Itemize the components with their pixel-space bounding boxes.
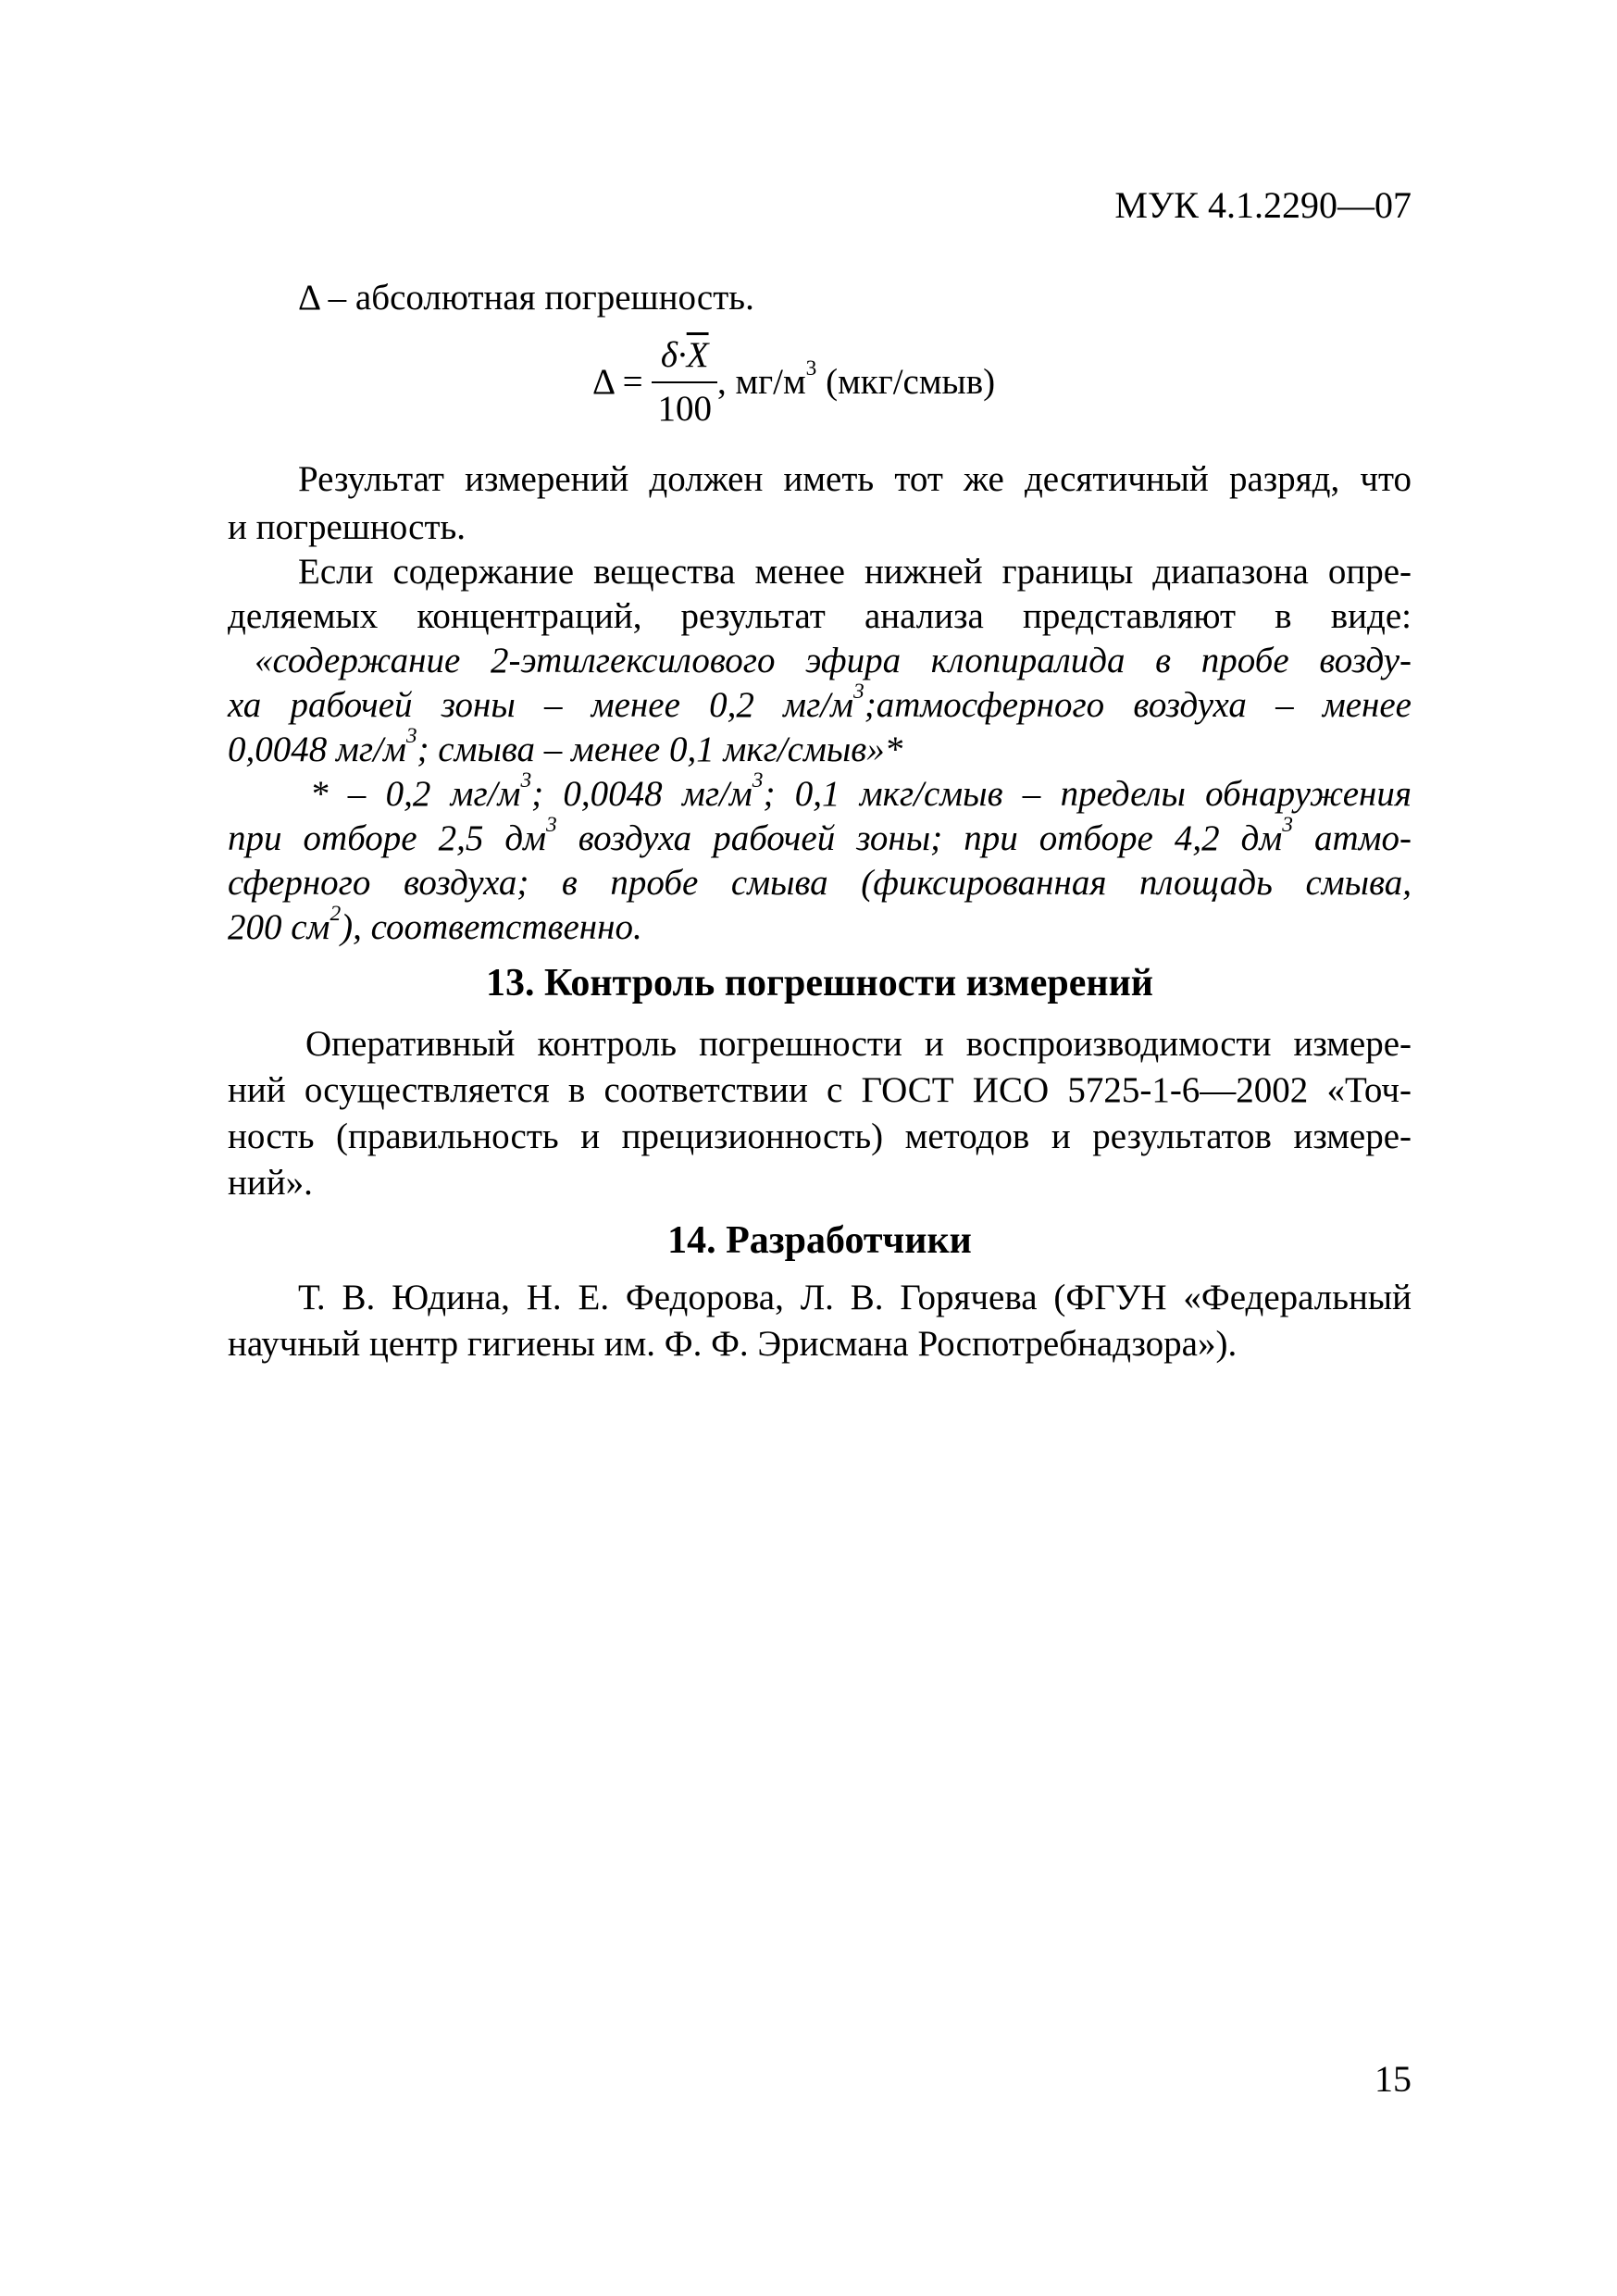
section-14-title: 14. Разработчики: [667, 1219, 972, 1262]
para2-line2: деляемых концентраций, результат анализа представляют в виде:: [228, 596, 1412, 636]
formula-denominator: 100: [652, 381, 717, 431]
page-number: 15: [1374, 2058, 1412, 2100]
section-13-line2: ний осуществляется в соответствии с ГОСТ ИСО 5725-1-6—2002 «Точ-: [228, 1070, 1412, 1110]
para2-line1: Если содержание вещества менее нижней границы диапазона опре-: [298, 552, 1412, 592]
section-13-line4: ний».: [228, 1163, 313, 1203]
formula-units-a: , мг/м: [716, 362, 806, 402]
quote-line1: «содержание 2-этилгексилового эфира клопиралида в пробе возду-: [255, 641, 1412, 680]
section-13-line1: Оперативный контроль погрешности и воспроизводимости измере-: [305, 1024, 1412, 1064]
para1-line1: Результат измерений должен иметь тот же десятичный разряд, что: [298, 459, 1412, 499]
section-13-line3: ность (правильность и прецизионность) методов и результатов измере-: [228, 1117, 1412, 1156]
formula-numerator-delta: δ·: [660, 335, 687, 375]
delta-definition: Δ – абсолютная погрешность.: [298, 278, 754, 318]
formula-units-b: (мкг/смыв): [816, 362, 996, 402]
quote-line3: 0,0048 $мг/м^3$; смыва – менее 0,1 мкг/смыв»*: [228, 724, 903, 769]
formula-units-exp: 3: [805, 356, 817, 381]
section-13-title: 13. Контроль погрешности измерений: [485, 962, 1153, 1004]
error-formula: [592, 333, 995, 431]
para1-line2: и погрешность.: [228, 507, 466, 547]
formula-lhs: Δ =: [592, 362, 643, 402]
document-code: МУК 4.1.2290—07: [1114, 184, 1412, 226]
formula-fraction: [652, 333, 717, 431]
section-14-line2: научный центр гигиены им. Ф. Ф. Эрисмана Роспотребнадзора»).: [228, 1324, 1238, 1364]
section-14-line1: Т. В. Юдина, Н. Е. Федорова, Л. В. Горячева (ФГУН «Федеральный: [298, 1278, 1412, 1317]
formula-numerator-x: $\overline{X}$: [686, 335, 709, 375]
footnote-line3: сферного воздуха; в пробе смыва (фиксированная площадь смыва,: [228, 863, 1412, 903]
quote-line2: ха рабочей зоны – менее 0,2 $мг/м^3;атмосферного$ воздуха – менее: [228, 680, 1412, 725]
footnote-line2: при отборе 2,5 $дм^3$ воздуха рабочей зоны; при отборе 4,2 $дм^3$ атмо-: [228, 813, 1412, 858]
footnote-line1: * – 0,2 $мг/м^3$; 0,0048 $мг/м^3$; 0,1 мкг/смыв – пределы обнаружения: [310, 768, 1412, 814]
footnote-line4: 200 $см^2$), соответственно.: [228, 902, 642, 947]
